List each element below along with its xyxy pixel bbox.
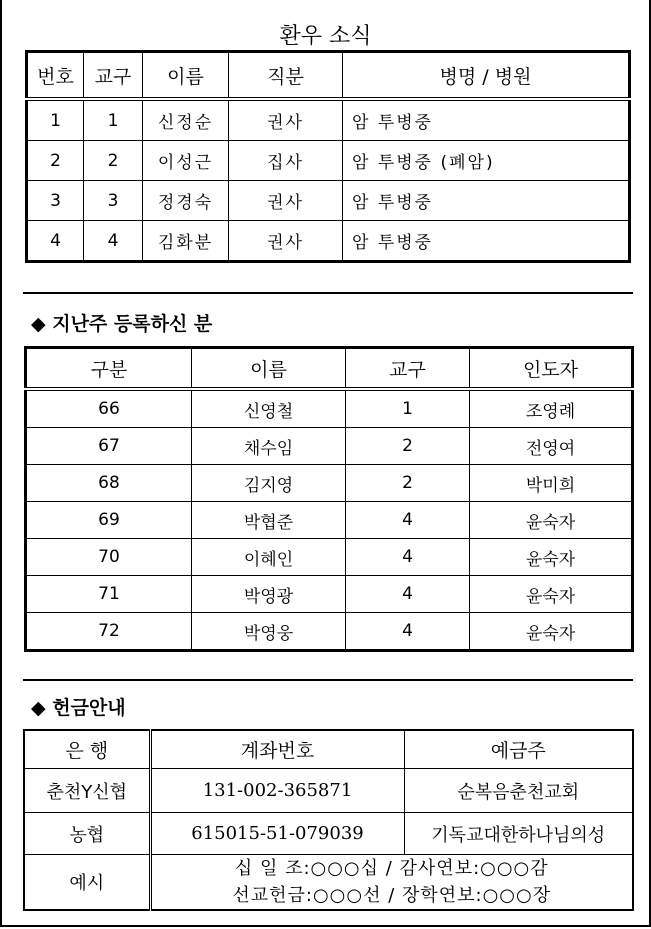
col-header-district: 교구 [346,348,470,390]
cell-illness: 암 투병중 (폐암) [343,141,630,181]
cell-category: 68 [26,465,192,502]
cell-district: 2 [84,141,143,181]
cell-category: 72 [26,613,192,651]
cell-illness: 암 투병중 [343,221,630,262]
cell-holder: 순복음춘천교회 [404,769,633,813]
col-header-illness: 병명 / 병원 [343,52,630,100]
cell-name: 박영광 [192,576,346,613]
cell-title: 집사 [229,141,343,181]
cell-category: 70 [26,539,192,576]
cell-category: 67 [26,428,192,465]
patient-news-table [25,50,631,263]
cell-district: 4 [346,539,470,576]
cell-district: 2 [346,428,470,465]
cell-guide: 전영여 [470,428,633,465]
table-row [26,389,633,428]
offering-title: ◆ 헌금안내 [31,697,126,719]
cell-example [150,855,633,911]
cell-illness: 암 투병중 [343,181,630,221]
cell-holder: 기독교대한하나님의성 [404,813,633,855]
cell-guide: 조영례 [470,389,633,428]
cell-category: 66 [98,399,120,419]
new-members-table [24,346,634,652]
table-row [26,465,633,502]
cell-number: 3 [27,181,84,221]
section-divider [23,679,633,681]
cell-guide: 박미희 [470,465,633,502]
cell-number: 2 [27,141,84,181]
cell-category: 71 [26,576,192,613]
table-row [27,141,630,181]
cell-district: 4 [346,502,470,539]
col-header-name: 이름 [192,348,346,390]
cell-bank: 춘천Y신협 [24,769,150,813]
table-header-row [24,730,633,769]
cell-illness: 암 투병중 [343,99,630,141]
table-row [26,613,633,651]
table-header-row [26,348,633,390]
table-row [26,576,633,613]
table-header-row [27,52,630,100]
col-header-name: 이름 [143,52,229,100]
cell-account: 131-002-365871 [150,769,404,813]
section-divider [23,292,633,294]
table-row [24,855,633,911]
cell-name: 신영철 [192,389,346,428]
cell-district: 4 [346,576,470,613]
example-line-1: 십 일 조:○○○십 / 감사연보:○○○감 [234,858,549,879]
cell-district: 2 [346,465,470,502]
col-header-category: 구분 [26,348,192,390]
cell-number: 4 [27,221,84,262]
cell-district: 3 [84,181,143,221]
cell-name: 채수임 [192,428,346,465]
cell-guide: 윤숙자 [470,613,633,651]
cell-name: 신정순 [143,99,229,141]
table-row [27,99,630,141]
cell-district: 4 [346,613,470,651]
table-row [27,221,630,262]
col-header-title: 직분 [229,52,343,100]
cell-title: 권사 [229,99,343,141]
cell-district: 1 [346,389,470,428]
cell-name: 이성근 [143,141,229,181]
cell-title: 권사 [229,221,343,262]
col-header-guide: 인도자 [470,348,633,390]
cell-name: 김화분 [143,221,229,262]
cell-account: 615015-51-079039 [150,813,404,855]
cell-name: 박협준 [192,502,346,539]
cell-guide: 윤숙자 [470,539,633,576]
cell-guide: 윤숙자 [470,502,633,539]
cell-district: 1 [84,99,143,141]
col-header-bank: 은 행 [24,730,150,769]
col-header-holder: 예금주 [490,740,546,762]
cell-guide: 윤숙자 [470,576,633,613]
table-row [26,428,633,465]
cell-name: 박영웅 [192,613,346,651]
cell-bank: 농협 [24,813,150,855]
table-row [26,502,633,539]
new-members-title: ◆ 지난주 등록하신 분 [31,313,213,335]
cell-name: 이혜인 [192,539,346,576]
table-row [24,813,633,855]
cell-district: 4 [84,221,143,262]
cell-example-label: 예시 [24,855,150,911]
patient-news-title: 환우 소식 [279,24,372,49]
cell-name: 정경숙 [143,181,229,221]
table-row [26,539,633,576]
table-row [24,769,633,813]
cell-name: 김지영 [192,465,346,502]
table-row [27,181,630,221]
col-header-number: 번호 [27,52,84,100]
cell-title: 권사 [229,181,343,221]
example-line-2: 선교헌금:○○○선 / 장학연보:○○○장 [232,885,552,906]
col-header-account: 계좌번호 [150,730,404,769]
col-header-district: 교구 [84,52,143,100]
offering-table [23,729,634,911]
cell-category: 69 [26,502,192,539]
cell-number: 1 [50,110,61,131]
